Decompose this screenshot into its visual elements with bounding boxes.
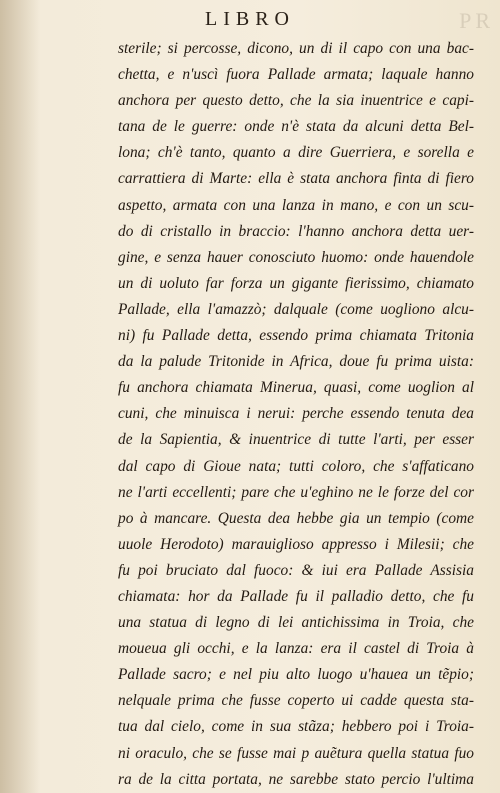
text-line: ra de la citta portata, ne sarebbe stato percio l'ultima xyxy=(118,770,474,788)
text-line: do di cristallo in braccio: l'hanno anchora detta uer- xyxy=(118,222,474,240)
text-line: tana de le guerre: onde n'è stata da alcuni detta Bel- xyxy=(118,118,474,136)
text-line: cuni, che minuisca i nerui: perche essendo tenuta dea xyxy=(118,405,474,423)
text-line: chetta, e n'uscì fuora Pallade armata; laquale hanno xyxy=(118,66,474,84)
text-line: uuole Herodoto) marauiglioso appresso i Milesii; che xyxy=(118,535,474,553)
text-line: anchora per questo detto, che la sia inuentrice e capi- xyxy=(118,92,474,110)
text-line: aspetto, armata con una lanza in mano, e con un scu- xyxy=(118,196,474,214)
text-line: ne l'arti eccellenti; pare che u'eghino ne le forze del cor xyxy=(118,483,474,501)
text-line: moueua gli occhi, e la lanza: era il castel di Troia à xyxy=(118,640,474,658)
text-line: lona; ch'è tanto, quanto a dire Guerriera, e sorella e xyxy=(118,144,474,162)
text-line: un di uoluto far forza un gigante fierissimo, chiamato xyxy=(118,274,474,292)
text-line: una statua di legno di lei antichissima in Troia, che xyxy=(118,614,474,632)
text-line: ni oraculo, che se fusse mai p auẽtura quella statua fuo xyxy=(118,744,474,762)
gutter-shadow xyxy=(0,0,40,793)
text-line: tua dal cielo, come in sua stãza; hebbero poi i Troia- xyxy=(118,718,474,736)
bleed-through-text: PR xyxy=(459,8,494,33)
text-line: da la palude Tritonide in Africa, doue fu prima uista: xyxy=(118,353,474,371)
text-line: de la Sapientia, & inuentrice di tutte l'arti, per esser xyxy=(118,431,474,449)
text-line: ni) fu Pallade detta, essendo prima chiamata Tritonia xyxy=(118,327,474,345)
body-text xyxy=(118,36,474,793)
text-line: sterile; si percosse, dicono, un di il capo con una bac- xyxy=(118,40,474,57)
text-line: nelquale prima che fusse coperto ui cadde questa sta- xyxy=(118,692,474,710)
text-line: gine, e senza hauer conosciuto huomo: onde hauendole xyxy=(118,248,474,266)
running-header: LIBRO xyxy=(205,8,295,30)
text-line: chiamata: hor da Pallade fu il palladio detto, che fu xyxy=(118,587,474,605)
text-line: carrattiera di Marte: ella è stata anchora finta di fiero xyxy=(118,170,474,188)
text-line: fu anchora chiamata Minerua, quasi, come uoglion al xyxy=(118,379,474,397)
text-line: Pallade sacro; e nel piu alto luogo u'hauea un tẽpio; xyxy=(118,666,474,684)
text-line: dal capo di Gioue nata; tutti coloro, che s'affaticano xyxy=(118,457,474,475)
text-line: fu poi bruciato dal fuoco: & iui era Pallade Assisia xyxy=(118,561,474,579)
text-line: Pallade, ella l'amazzò; dalquale (come uogliono alcu- xyxy=(118,300,474,318)
text-line: po à mancare. Questa dea hebbe gia un tempio (come xyxy=(118,509,474,527)
